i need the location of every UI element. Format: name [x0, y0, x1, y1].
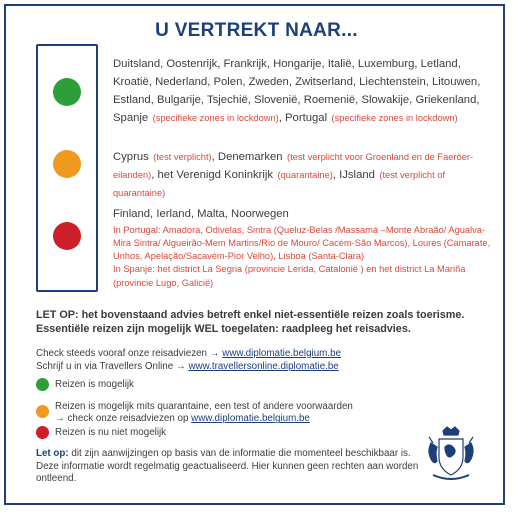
disclaimer-text: dit zijn aanwijzingen op basis van de informatie die momenteel beschikbaar is. Deze informatie wordt regelmatig geactualiseerd. Hier kunnen geen rechten aan worden ontleend.	[36, 448, 419, 485]
info-line-advice	[36, 348, 496, 361]
spain-zones: In Spanje: het district La Segria (provincie Lerida, Catalonië ) en het district La Mariña (provincie Lugo, Galicië)	[113, 264, 466, 288]
legend-diplomatie-link[interactable]: www.diplomatie.belgium.be	[191, 413, 310, 425]
warning-text: LET OP: het bovenstaand advies betreft enkel niet-essentiële reizen zoals toerisme. Essentiële reizen zijn mogelijk WEL toegelaten: raadpleeg het reisadvies.	[36, 309, 465, 335]
legend-orange-label	[55, 401, 353, 426]
red-light-icon	[53, 222, 81, 250]
red-dot-icon	[36, 426, 49, 439]
belgian-coat-of-arms-icon	[425, 425, 477, 483]
red-countries: Finland, Ierland, Malta, Noorwegen	[113, 208, 289, 220]
legend-orange-line2	[55, 413, 353, 425]
register-text: Schrijf u in via Travellers Online	[36, 361, 176, 372]
orange-dot-icon	[36, 405, 49, 418]
green-group	[113, 54, 495, 126]
red-group	[113, 207, 495, 290]
orange-light-icon	[53, 150, 81, 178]
iceland-note: (test verplicht of quarantaine)	[113, 170, 445, 198]
portugal-label: , Portugal	[278, 112, 328, 124]
disclaimer-label: Let op:	[36, 448, 69, 459]
arrow-right-icon: →	[175, 361, 186, 372]
cyprus-label: Cyprus	[113, 151, 149, 163]
disclaimer	[36, 448, 421, 486]
uk-label: , het Verenigd Koninkrijk	[151, 169, 274, 181]
portugal-note: (specifieke zones in lockdown)	[331, 113, 458, 123]
legend-red-label: Reizen is nu niet mogelijk	[55, 427, 167, 438]
uk-note: (quarantaine)	[277, 170, 333, 180]
arrow-right-icon: →	[209, 348, 220, 359]
spain-note: (specifieke zones in lockdown)	[152, 113, 279, 123]
advice-text: Check steeds vooraf onze reisadviezen	[36, 348, 210, 359]
denmark-label: , Denemarken	[211, 151, 283, 163]
green-dot-icon	[36, 378, 49, 391]
traffic-light	[36, 44, 98, 292]
denmark-note: (test verplicht voor Groenland en de Faeröer-eilanden)	[113, 152, 474, 180]
legend-green-label: Reizen is mogelijk	[55, 379, 134, 390]
page-title: U VERTREKT NAAR...	[155, 20, 358, 41]
orange-group	[113, 147, 495, 201]
green-light-icon	[53, 78, 81, 106]
portugal-zones: In Portugal: Amadora, Odivelas, Sintra (Queluz-Belas /Massamá –Monte Abraão/ Agualva-Mira Sintra/ Algueirão-Mem Martins/Rio de Mouro/ Cacém-São Marcos), Loures (Camarate, Unhos, Apelação/Sacavém-Pior Velho), Lisboa (Santa-Clara)	[113, 224, 491, 262]
iceland-label: , IJsland	[332, 169, 375, 181]
travellers-online-link[interactable]: www.travellersonline.diplomatie.be	[188, 361, 339, 372]
diplomatie-link[interactable]: www.diplomatie.belgium.be	[222, 348, 341, 359]
legend-orange-line1: Reizen is mogelijk mits quarantaine, een test of andere voorwaarden	[55, 401, 353, 412]
info-line-register	[36, 361, 496, 374]
green-countries: Duitsland, Oostenrijk, Frankrijk, Hongarije, Italië, Luxemburg, Letland, Kroatië, Nederland, Polen, Zweden, Zwitserland, Liechtenstein, Litouwen, Estland, Bulgarije, Tsjechië, Slovenië, Roemenië, Slowakije, Griekenland, Spanje	[113, 58, 481, 124]
cyprus-note: (test verplicht)	[153, 152, 212, 162]
legend-orange-prefix: → check onze reisadviezen op	[55, 413, 192, 425]
